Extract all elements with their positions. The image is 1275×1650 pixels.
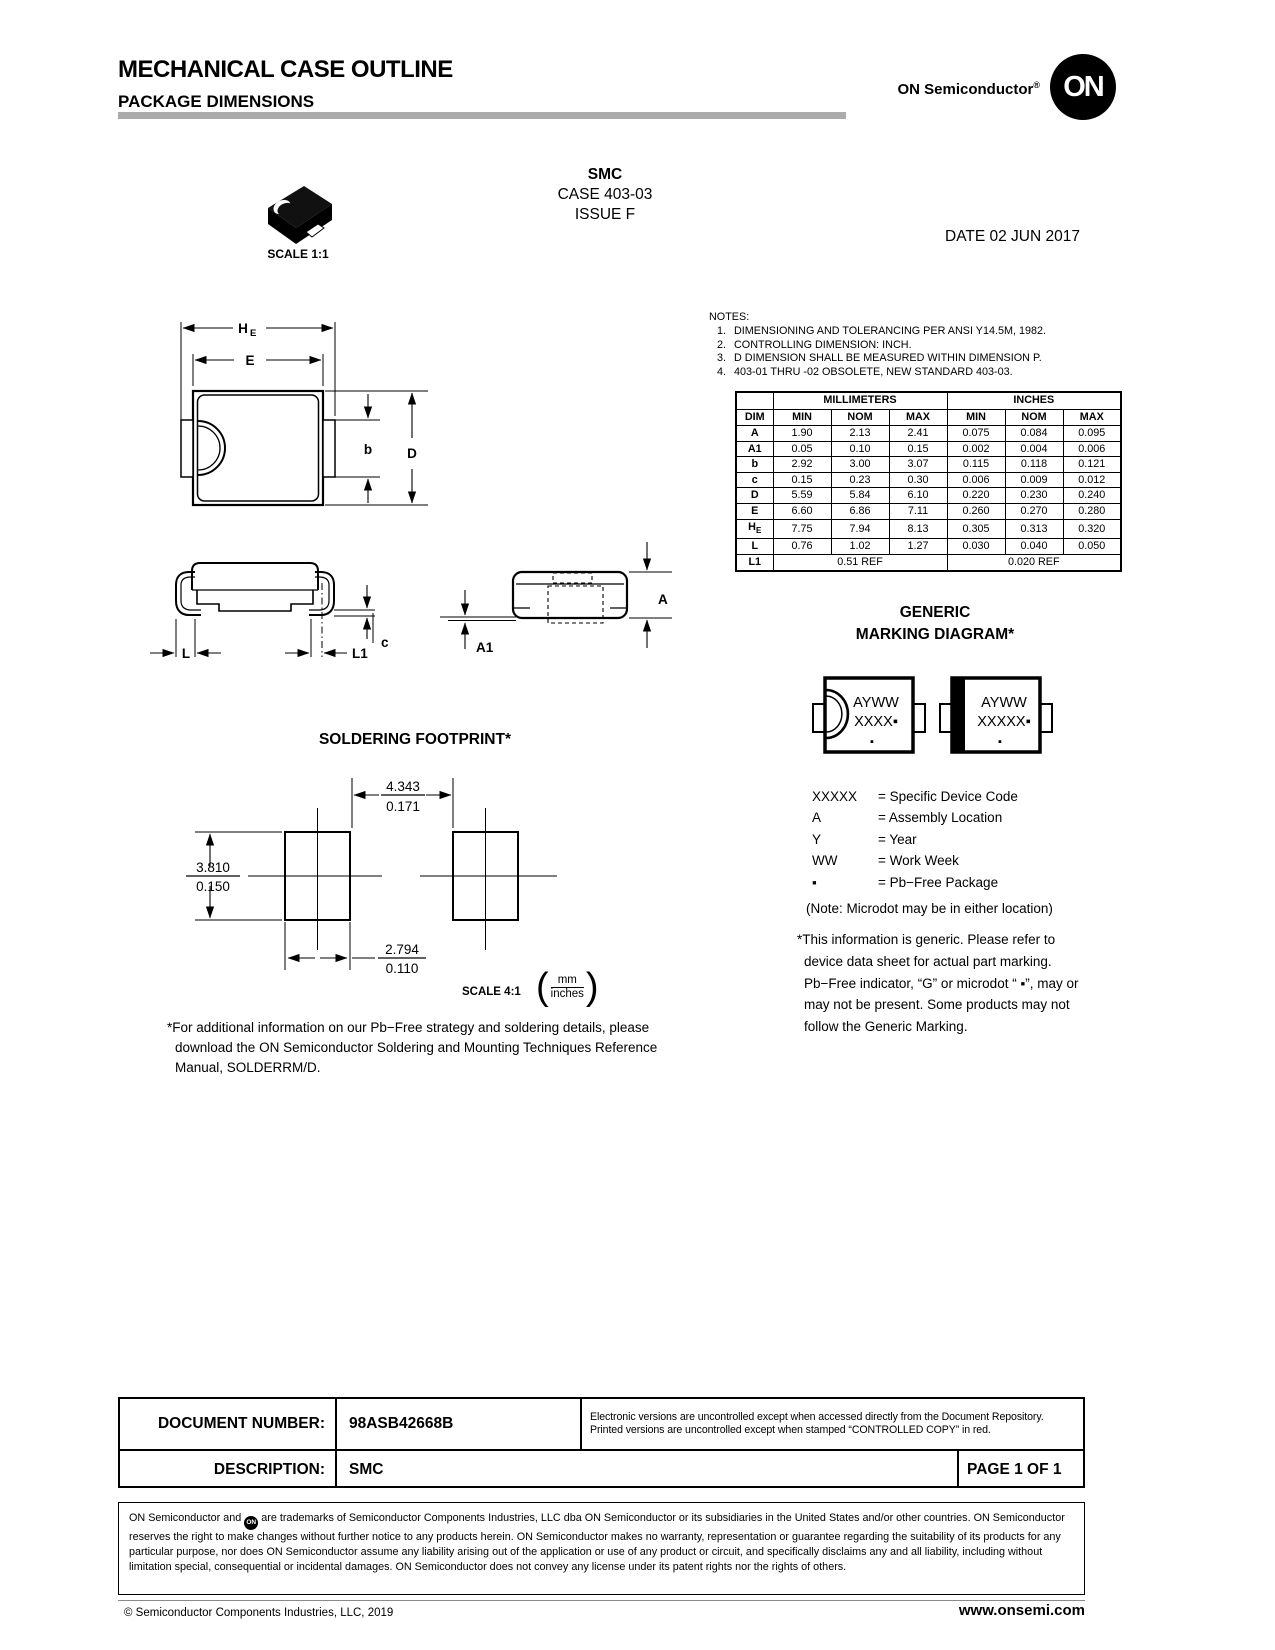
soldering-footprint-drawing: [170, 770, 630, 985]
end-view-drawing: [440, 520, 690, 670]
page-title: MECHANICAL CASE OUTLINE: [118, 56, 453, 83]
table-row: b 2.92 3.00 3.07 0.115 0.118 0.121: [736, 457, 1121, 473]
header-divider: [118, 112, 846, 119]
document-info-table: [118, 1397, 1085, 1488]
height-dim-in: 0.150: [196, 879, 230, 894]
table-row: A1 0.05 0.10 0.15 0.002 0.004 0.006: [736, 441, 1121, 457]
table-row: L1 0.51 REF 0.020 REF: [736, 554, 1121, 570]
table-row: $H_E$ 7.75 7.94 8.13 0.305 0.313 0.320: [736, 519, 1121, 539]
brand-name: ON Semiconductor®: [897, 80, 1040, 98]
marking-line2: XXXX▪: [854, 714, 898, 730]
note-item: 2. CONTROLLING DIMENSION: INCH.: [717, 338, 912, 351]
dim-label-he-sub: E: [250, 328, 257, 339]
units-inches: inches: [550, 987, 584, 1000]
page-subtitle: PACKAGE DIMENSIONS: [118, 92, 315, 111]
scale-1-1-label: SCALE 1:1: [267, 247, 329, 261]
dim-label-e: E: [245, 353, 255, 368]
legend-row: ▪ = Pb−Free Package: [812, 874, 999, 890]
legend-row: A = Assembly Location: [812, 810, 1003, 826]
dim-label-he: H: [238, 321, 248, 336]
units-mm: mm: [557, 973, 577, 986]
document-number-label: DOCUMENT NUMBER:: [157, 1415, 325, 1432]
notes-heading: NOTES:: [709, 311, 750, 323]
width-dim-in: 0.110: [385, 961, 419, 976]
width-dim-mm: 2.794: [385, 942, 419, 957]
microdot: ▪: [870, 736, 874, 748]
title-block: [470, 165, 740, 225]
dim-header: DIM: [736, 409, 773, 426]
issue: ISSUE F: [574, 206, 636, 223]
footer-divider: [118, 1600, 1085, 1601]
dim-label-a: A: [658, 592, 668, 607]
units-indicator: [536, 962, 599, 1012]
dim-label-l: L: [181, 646, 191, 661]
part-number: SMC: [587, 166, 623, 183]
copyright: © Semiconductor Components Industries, LLC, 2019: [124, 1607, 394, 1619]
dim-label-c: c: [381, 635, 389, 650]
marking-legend: [812, 786, 1018, 893]
generic-marking-note: *This information is generic. Please refer to device data sheet for actual part marking. Pb−Free indicator, “G” or microdot “ ▪”, may or may not be present. Some products may not follow the Generic Marking.: [797, 932, 1079, 1035]
side-view-drawing: [145, 555, 410, 670]
package-3d-icon: [260, 182, 338, 246]
note-item: 4. 403-01 THRU -02 OBSOLETE, NEW STANDARD 403-03.: [717, 366, 1013, 379]
registered-mark: ®: [1033, 80, 1040, 90]
microdot: ▪: [998, 736, 1002, 748]
soldering-footprint-title: SOLDERING FOOTPRINT*: [318, 731, 512, 748]
gap-dim-in: 0.171: [386, 799, 420, 814]
note-item: 3. D DIMENSION SHALL BE MEASURED WITHIN DIMENSION P.: [717, 352, 1042, 365]
dimension-table: [735, 391, 1122, 572]
website-link[interactable]: www.onsemi.com: [958, 1602, 1085, 1619]
legend-row: WW = Work Week: [812, 853, 959, 869]
description-value: SMC: [335, 1451, 957, 1488]
paren-close: ): [585, 966, 599, 1008]
dim-label-d: D: [407, 446, 417, 461]
table-row: L 0.76 1.02 1.27 0.030 0.040 0.050: [736, 539, 1121, 555]
on-logo-small-icon: ON: [244, 1516, 258, 1530]
dim-label-a1: A1: [476, 640, 494, 655]
marking-diagram-title: GENERIC MARKING DIAGRAM*: [855, 604, 1015, 643]
page-indicator: PAGE 1 OF 1: [957, 1451, 1087, 1488]
on-logo-icon: ON: [1050, 54, 1116, 120]
gap-dim-mm: 4.343: [386, 779, 420, 794]
table-group-header-row: [736, 392, 1121, 409]
dim-label-b: b: [363, 442, 373, 457]
marking-line1: AYWW: [981, 695, 1027, 711]
table-row: c 0.15 0.23 0.30 0.006 0.009 0.012: [736, 472, 1121, 488]
marking-packages-drawing: [740, 660, 1070, 760]
dim-label-l1: L1: [352, 646, 368, 661]
legal-disclaimer: ON Semiconductor and ON are trademarks of Semiconductor Components Industries, LLC dba ON Semiconductor or its subsidiaries in the United States and/or other countries. ON Semiconductor reserves the right to make changes without further notice to any products herein. ON Semiconductor makes no warranty, representation or guarantee regarding the suitability of its products for any particular purpose, nor does ON Semiconductor assume any liability arising out of the application or use of any product or circuit, and specifically disclaims any and all liability, including without limitation special, consequential or incidental damages. ON Semiconductor does not convey any license under its patent rights nor the rights of others.: [118, 1502, 1085, 1595]
document-number-value: 98ASB42668B: [335, 1399, 580, 1449]
case-number: CASE 403-03: [557, 186, 653, 203]
marking-line1: AYWW: [853, 695, 899, 711]
microdot-note: (Note: Microdot may be in either location): [806, 901, 1053, 916]
marking-line2: XXXXX▪: [977, 714, 1031, 730]
mm-group-header: MILLIMETERS: [773, 392, 947, 409]
notes: [700, 311, 1100, 380]
controlled-copy-note: Electronic versions are uncontrolled except when accessed directly from the Document Repository. Printed versions are uncontrolled except when stamped “CONTROLLED COPY” in red.: [580, 1399, 1087, 1449]
note-item: 1. DIMENSIONING AND TOLERANCING PER ANSI Y14.5M, 1982.: [717, 324, 1047, 337]
table-row: E 6.60 6.86 7.11 0.260 0.270 0.280: [736, 503, 1121, 519]
paren-open: (: [536, 966, 549, 1008]
height-dim-mm: 3.810: [196, 860, 230, 875]
legend-row: Y = Year: [812, 831, 917, 847]
legend-row: XXXXX = Specific Device Code: [812, 789, 1018, 804]
table-column-header-row: DIM MIN NOM MAX MIN NOM MAX: [736, 409, 1121, 426]
date-label: DATE 02 JUN 2017: [945, 228, 1080, 245]
pbfree-footnote: *For additional information on our Pb−Free strategy and soldering details, please download the ON Semiconductor Soldering and Mounting Techniques Reference Manual, SOLDERRM/D.: [167, 1020, 658, 1075]
inches-group-header: INCHES: [947, 392, 1121, 409]
scale-4-1-label: SCALE 4:1: [462, 986, 521, 998]
table-row: A 1.90 2.13 2.41 0.075 0.084 0.095: [736, 426, 1121, 442]
table-row: D 5.59 5.84 6.10 0.220 0.230 0.240: [736, 488, 1121, 504]
description-label: DESCRIPTION:: [213, 1460, 325, 1478]
top-view-drawing: [140, 288, 440, 523]
